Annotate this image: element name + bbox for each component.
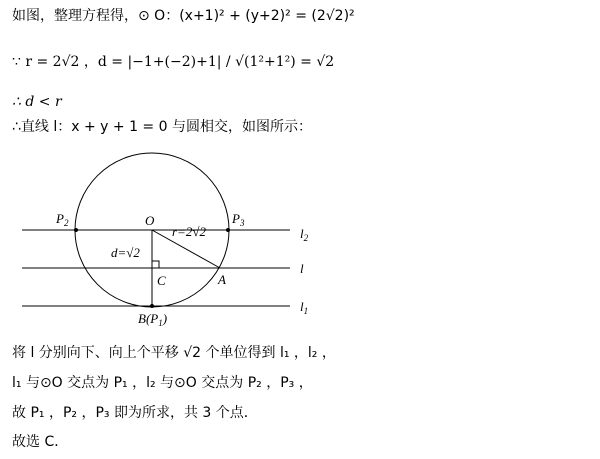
label-p3-sub: 3 xyxy=(239,218,245,228)
label-p2 xyxy=(55,211,69,228)
label-l1-sub: 1 xyxy=(303,306,309,316)
equation-text: 如图，整理方程得，⊙ O：(x+1)² + (y+2)² = (2√2)² xyxy=(12,8,355,24)
right-angle-mark xyxy=(152,261,159,268)
translate-text: 将 l 分别向下、向上个平移 √2 个单位得到 l₁ ，l₂ ， xyxy=(12,345,336,361)
conclusion-text: 故 P₁ ，P₂ ，P₃ 即为所求，共 3 个点． xyxy=(12,405,258,421)
radius-distance-text: ∵ r = 2√2 ，d = |−1+(−2)+1| / √(1²+1²) = √2 xyxy=(12,54,335,70)
conclusion-line xyxy=(12,403,258,423)
label-c: C xyxy=(157,273,166,288)
intersect-text: ∴直线 l：x + y + 1 = 0 与圆相交，如图所示： xyxy=(12,119,312,135)
label-l: l xyxy=(300,261,304,276)
label-r: r=2√2 xyxy=(172,224,206,239)
point-b xyxy=(150,304,154,308)
compare-text: ∴ d < r xyxy=(12,94,62,110)
label-l2-sub: 2 xyxy=(303,233,309,243)
answer-line xyxy=(12,432,68,452)
intersection-points-text: l₁ 与⊙O 交点为 P₁ ，l₂ 与⊙O 交点为 P₂ ，P₃ ， xyxy=(12,375,313,391)
label-p2-sub: 2 xyxy=(63,218,69,228)
label-l1-main: l xyxy=(300,299,304,314)
point-p2 xyxy=(74,228,78,232)
label-l2 xyxy=(300,226,309,243)
point-p3 xyxy=(226,228,230,232)
label-p3-main: P xyxy=(232,211,240,226)
label-d: d=√2 xyxy=(111,245,140,260)
translate-line xyxy=(12,343,336,363)
label-b-close: ) xyxy=(162,311,168,326)
label-p2-main: P xyxy=(56,211,64,226)
label-b-main: B(P xyxy=(138,311,159,326)
label-p3 xyxy=(231,211,245,228)
label-b xyxy=(138,311,167,328)
label-l1 xyxy=(300,299,308,316)
label-a: A xyxy=(218,272,226,287)
label-l2-main: l xyxy=(300,226,304,241)
answer-text: 故选 C． xyxy=(12,434,69,450)
label-b-sub: 1 xyxy=(158,318,163,328)
intersection-points-line xyxy=(12,373,313,393)
label-o: O xyxy=(145,213,155,228)
